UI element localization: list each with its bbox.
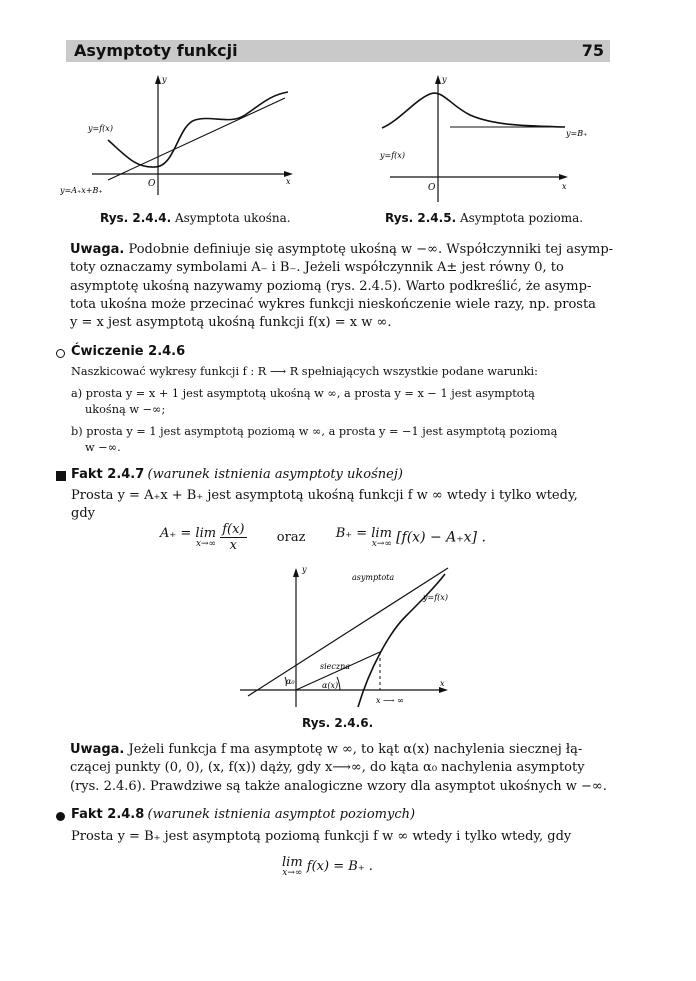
fact1-formula	[160, 522, 486, 553]
curve-label: y=f(x)	[423, 593, 448, 602]
origin-label: O	[428, 183, 436, 193]
figure2-caption	[385, 211, 583, 225]
remark-line: (rys. 2.4.6). Prawdziwe są także analogiczne wzory dla asymptot ukośnych w −∞.	[70, 778, 607, 794]
page-number: 75	[581, 41, 604, 60]
secant-label: sieczna	[320, 662, 351, 671]
remark-oblique	[70, 241, 614, 332]
figure3-caption	[302, 716, 373, 730]
figure2-caption-text: Asymptota pozioma.	[459, 211, 584, 225]
asymptote-label: y=B₊	[566, 129, 588, 138]
function-curve	[108, 92, 288, 167]
fact1-line: gdy	[71, 506, 95, 521]
fact1-subtitle: (warunek istnienia asymptoty ukośnej)	[147, 467, 403, 482]
formula-lim-sub: x→∞	[195, 539, 217, 549]
alphax-label: α(x)	[322, 681, 339, 690]
fraction-denominator: x	[229, 538, 238, 553]
figure-horizontal-asymptote	[370, 70, 610, 210]
fact1-title: Fakt 2.4.7	[71, 467, 145, 482]
fact-dot-icon	[56, 812, 65, 821]
remark-line: y = x jest asymptotą ukośną funkcji f(x) = x w ∞.	[70, 315, 392, 331]
y-axis-label: y	[162, 75, 167, 84]
formula-lim-sub: x→∞	[371, 539, 392, 549]
figure1-caption	[100, 211, 291, 225]
remark-line: tota ukośna może przecinać wykres funkcji nieskończenie wiele razy, np. prosta	[70, 296, 596, 312]
remark-line: asymptotę ukośną nazywamy poziomą (rys. 2.4.5). Warto podkreślić, że asymp-	[70, 278, 592, 294]
fact2-title: Fakt 2.4.8	[71, 807, 145, 822]
fact-square-icon	[56, 471, 66, 481]
section-title: Asymptoty funkcji	[74, 41, 238, 60]
remark-label: Uwaga.	[70, 742, 125, 757]
x-axis-label: x	[286, 177, 291, 186]
exercise-item-a-cont: ukośną w −∞;	[85, 403, 166, 416]
asymptote-line	[108, 98, 285, 180]
exercise-item-a: a) prosta y = x + 1 jest asymptotą ukośną w ∞, a prosta y = x − 1 jest asymptotą	[71, 387, 535, 400]
fact2-heading	[71, 806, 415, 822]
y-axis-arrow	[293, 568, 299, 577]
remark-line: toty oznaczamy symbolami A₋ i B₋. Jeżeli współczynnik A± jest równy 0, to	[70, 260, 564, 276]
x-axis-arrow	[559, 174, 568, 180]
y-axis-arrow	[155, 75, 161, 84]
figure3-caption-label: Rys. 2.4.6.	[302, 716, 374, 730]
asymptote-label: y=A₊x+B₊	[60, 186, 103, 195]
formula-fraction	[220, 522, 246, 553]
fact2-line: Prosta y = B₊ jest asymptotą poziomą funkcji f w ∞ wtedy i tylko wtedy, gdy	[71, 829, 572, 844]
exercise-intro: Naszkicować wykresy funkcji f : R ⟶ R spełniających wszystkie podane warunki:	[71, 365, 538, 378]
exercise-item-b-cont: w −∞.	[85, 441, 121, 454]
fact1-heading	[71, 466, 403, 482]
formula-rhs: f(x) = B₊ .	[306, 859, 373, 874]
formula-lim-sub: x→∞	[282, 868, 303, 878]
formula-a-lhs: A₊ = lim	[160, 526, 217, 541]
alpha0-label: α₀	[286, 677, 295, 686]
x-axis-label: x	[562, 182, 567, 191]
fact1-line: Prosta y = A₊x + B₊ jest asymptotą ukośną funkcji f w ∞ wtedy i tylko wtedy,	[71, 488, 578, 503]
figure2-caption-label: Rys. 2.4.5.	[385, 211, 457, 225]
remark-line: czącej punkty (0, 0), (x, f(x)) dąży, gdy x⟶∞, do kąta α₀ nachylenia asymptoty	[70, 760, 585, 776]
formula-b-body: [f(x) − A₊x] .	[396, 529, 486, 546]
asymptote-line	[248, 568, 448, 696]
exercise-item-b: b) prosta y = 1 jest asymptotą poziomą w ∞, a prosta y = −1 jest asymptotą poziomą	[71, 425, 558, 438]
function-curve	[382, 93, 565, 128]
fact2-formula	[282, 855, 373, 878]
formula-b-lhs: B₊ = lim	[335, 526, 392, 541]
remark-label: Uwaga.	[70, 242, 125, 257]
curve-label: y=f(x)	[380, 151, 405, 160]
fact2-subtitle: (warunek istnienia asymptot poziomych)	[147, 807, 416, 822]
figure-oblique-asymptote	[60, 70, 310, 210]
remark-line: Jeżeli funkcja f ma asymptotę w ∞, to kąt α(x) nachylenia siecznej łą-	[128, 742, 583, 757]
y-axis-label: y	[302, 565, 307, 574]
y-axis-label: y	[442, 75, 447, 84]
exercise-circle-icon	[56, 349, 65, 358]
figure-secant-asymptote	[230, 562, 470, 712]
asymptote-label: asymptota	[352, 573, 395, 582]
remark-secant	[70, 741, 610, 796]
figure1-caption-text: Asymptota ukośna.	[174, 211, 291, 225]
curve-label: y=f(x)	[88, 124, 113, 133]
exercise-title: Ćwiczenie 2.4.6	[71, 344, 186, 359]
remark-line: Podobnie definiuje się asymptotę ukośną w −∞. Współczynniki tej asymp-	[128, 242, 614, 257]
formula-oraz: oraz	[276, 530, 306, 545]
origin-label: O	[148, 179, 156, 189]
limit-label: x ⟶ ∞	[376, 696, 404, 705]
fraction-numerator: f(x)	[222, 522, 245, 537]
figure1-caption-label: Rys. 2.4.4.	[100, 211, 172, 225]
formula-lim: lim	[282, 855, 303, 870]
page-header	[66, 40, 610, 62]
x-axis-label: x	[440, 679, 445, 688]
y-axis-arrow	[435, 75, 441, 84]
